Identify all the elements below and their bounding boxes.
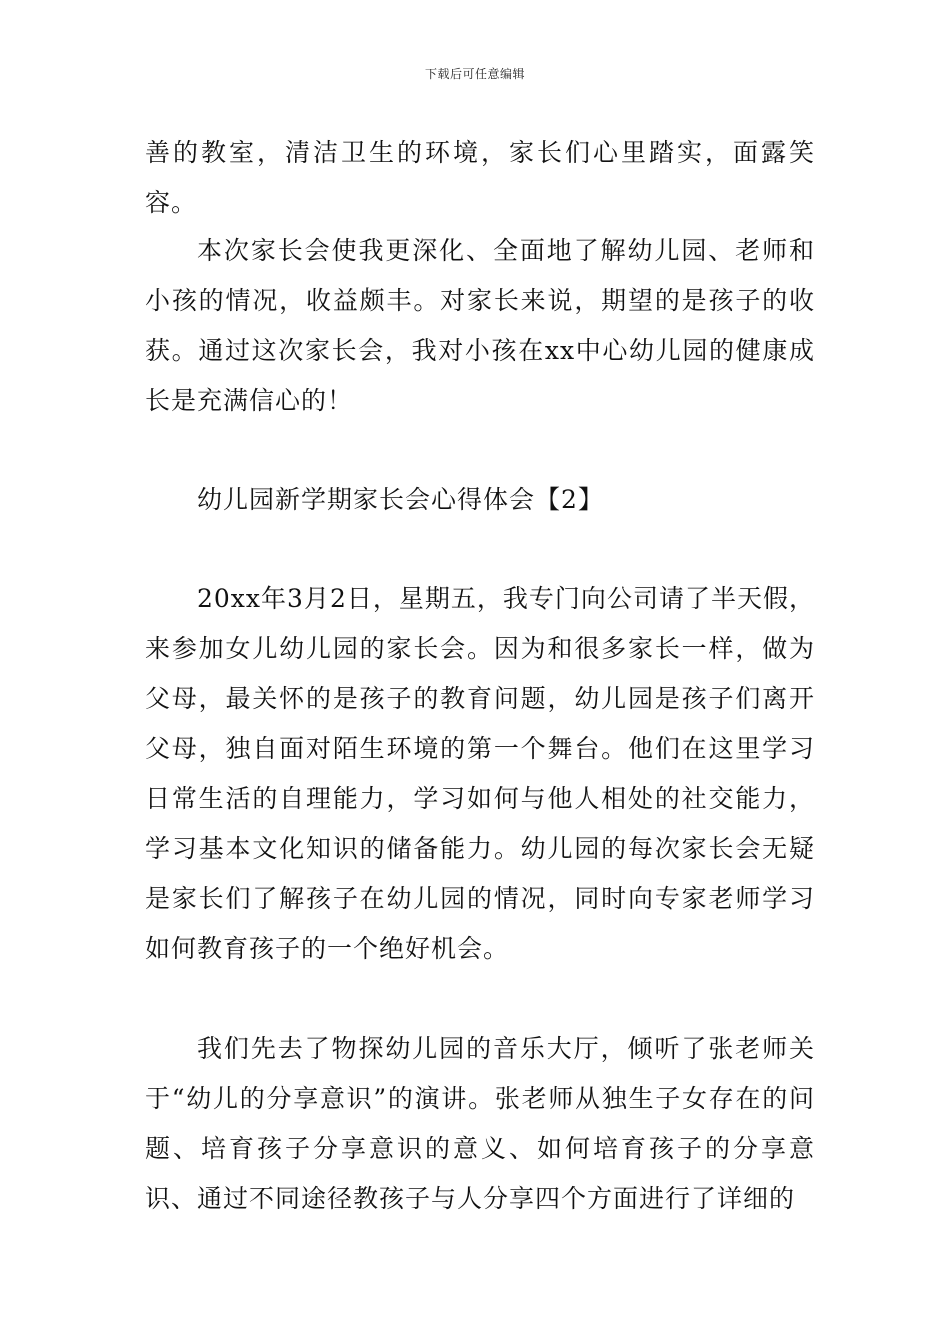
section-heading: 幼儿园新学期家长会心得体会【2】 xyxy=(197,485,604,514)
page-header: 下载后可任意编辑 xyxy=(424,67,525,81)
paragraph-intro: 20xx年3月2日，星期五，我专门向公司请了半天假，来参加女儿幼儿园的家长会。因为和很多家长一样，做为父母，最关怀的是孩子的教育问题，幼儿园是孩子们离开父母，独自面对陌生环境的第一个舞台。他们在这里学习日常生活的自理能力，学习如何与他人相处的社交能力，学习基本文化知识的储备能力。幼儿园的每次家长会无疑是家长们了解孩子在幼儿园的情况，同时向专家老师学习如何教育孩子的一个绝好机会。 xyxy=(145,584,815,963)
paragraph-continuation: 善的教室，清洁卫生的环境，家长们心里踏实，面露笑容。 xyxy=(145,138,815,217)
paragraph-summary: 本次家长会使我更深化、全面地了解幼儿园、老师和小孩的情况，收益颇丰。对家长来说，期望的是孩子的收获。通过这次家长会，我对小孩在xx中心幼儿园的健康成长是充满信心的！ xyxy=(145,236,815,415)
paragraph-lecture: 我们先去了物探幼儿园的音乐大厅，倾听了张老师关于“幼儿的分享意识”的演讲。张老师从独生子女存在的问题、培育孩子分享意识的意义、如何培育孩子的分享意识、通过不同途径教孩子与人分享四个方面进行了详细的 xyxy=(145,1034,815,1213)
